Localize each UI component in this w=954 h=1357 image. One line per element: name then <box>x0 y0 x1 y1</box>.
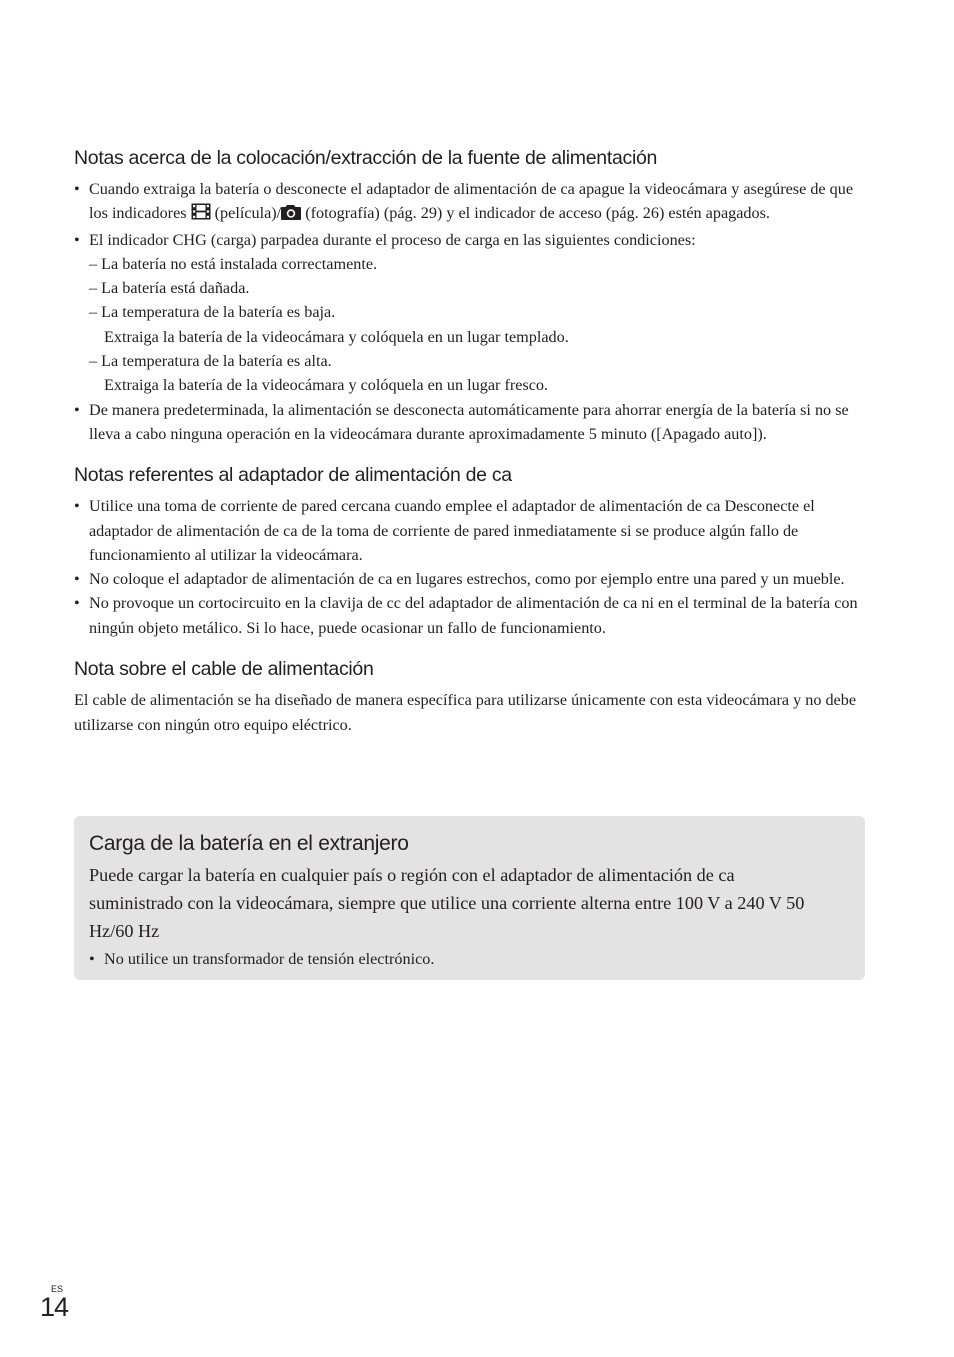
condition-item: – La batería no está instalada correctamente. <box>89 254 378 273</box>
bullet1-text-part2: (película)/ <box>214 204 282 223</box>
bullet2-intro: • El indicador CHG (carga) parpadea durante el proceso de carga en las siguientes condiciones: <box>89 230 696 249</box>
condition-item: – La temperatura de la batería es alta. <box>89 352 332 371</box>
section-heading-ac-adaptor: Notas referentes al adaptador de alimentación de ca <box>74 464 512 487</box>
camera-icon <box>281 203 301 227</box>
list-item: • Utilice una toma de corriente de pared cercana cuando emplee el adaptador de alimentación de ca Desconecte el adaptador de alimentación de ca de la toma de corriente de pared inmediatamente si se produce algún fallo de funcionamiento al utilizar la videocámara. <box>74 494 864 567</box>
list-item: • No utilice un transformador de tensión electrónico. <box>89 947 829 971</box>
section-heading-power-cord: Nota sobre el cable de alimentación <box>74 658 374 681</box>
power-source-notes-list <box>74 177 864 446</box>
condition-item: – La batería está dañada. <box>89 279 250 298</box>
language-code: ES <box>51 1284 64 1294</box>
condition-item: – La temperatura de la batería es baja. <box>89 303 336 322</box>
condition-advice: Extraiga la batería de la videocámara y colóquela en un lugar fresco. <box>104 376 549 395</box>
condition-advice: Extraiga la batería de la videocámara y colóquela en un lugar templado. <box>104 327 569 346</box>
charging-abroad-content <box>89 830 829 971</box>
list-item <box>74 228 864 398</box>
list-item <box>74 177 864 228</box>
main-content <box>74 145 864 738</box>
power-cord-text: El cable de alimentación se ha diseñado de manera específica para utilizarse únicamente con esta videocámara y no debe utilizarse con ningún otro equipo eléctrico. <box>74 691 857 735</box>
bullet1-text-part3: (fotografía) (pág. 29) y el indicador de acceso (pág. 26) estén apagados. <box>305 204 770 223</box>
page-number: 14 <box>40 1292 69 1322</box>
section-heading-power-source: Notas acerca de la colocación/extracción de la fuente de alimentación <box>74 147 658 169</box>
film-icon <box>191 203 211 227</box>
list-item: • De manera predeterminada, la alimentación se desconecta automáticamente para ahorrar energía de la batería si no se lleva a cabo ninguna operación en la videocámara durante aproximadamente 5 minuto ([Apagado auto]). <box>74 398 864 447</box>
charging-abroad-list <box>89 947 829 971</box>
list-item: • No coloque el adaptador de alimentación de ca en lugares estrechos, como por ejemplo entre una pared y un mueble. <box>74 567 864 591</box>
charging-abroad-heading: Carga de la batería en el extranjero <box>89 832 409 855</box>
charging-abroad-text: Puede cargar la batería en cualquier país o región con el adaptador de alimentación de ca suministrado con la videocámara, siempre que utilice una corriente alterna entre 100 V a 240 V 50 Hz/60 Hz <box>89 865 805 941</box>
bullet1-text-part1: Cuando extraiga la batería o desconecte el adaptador de alimentación de ca apague la videocámara y asegúrese de que los indicadores <box>89 180 854 223</box>
ac-adaptor-notes-list <box>74 494 864 640</box>
list-item: • No provoque un cortocircuito en la clavija de cc del adaptador de alimentación de ca ni en el terminal de la batería con ningún objeto metálico. Si lo hace, puede ocasionar un fallo de funcionamiento. <box>74 591 864 640</box>
charging-abroad-box <box>74 816 865 980</box>
